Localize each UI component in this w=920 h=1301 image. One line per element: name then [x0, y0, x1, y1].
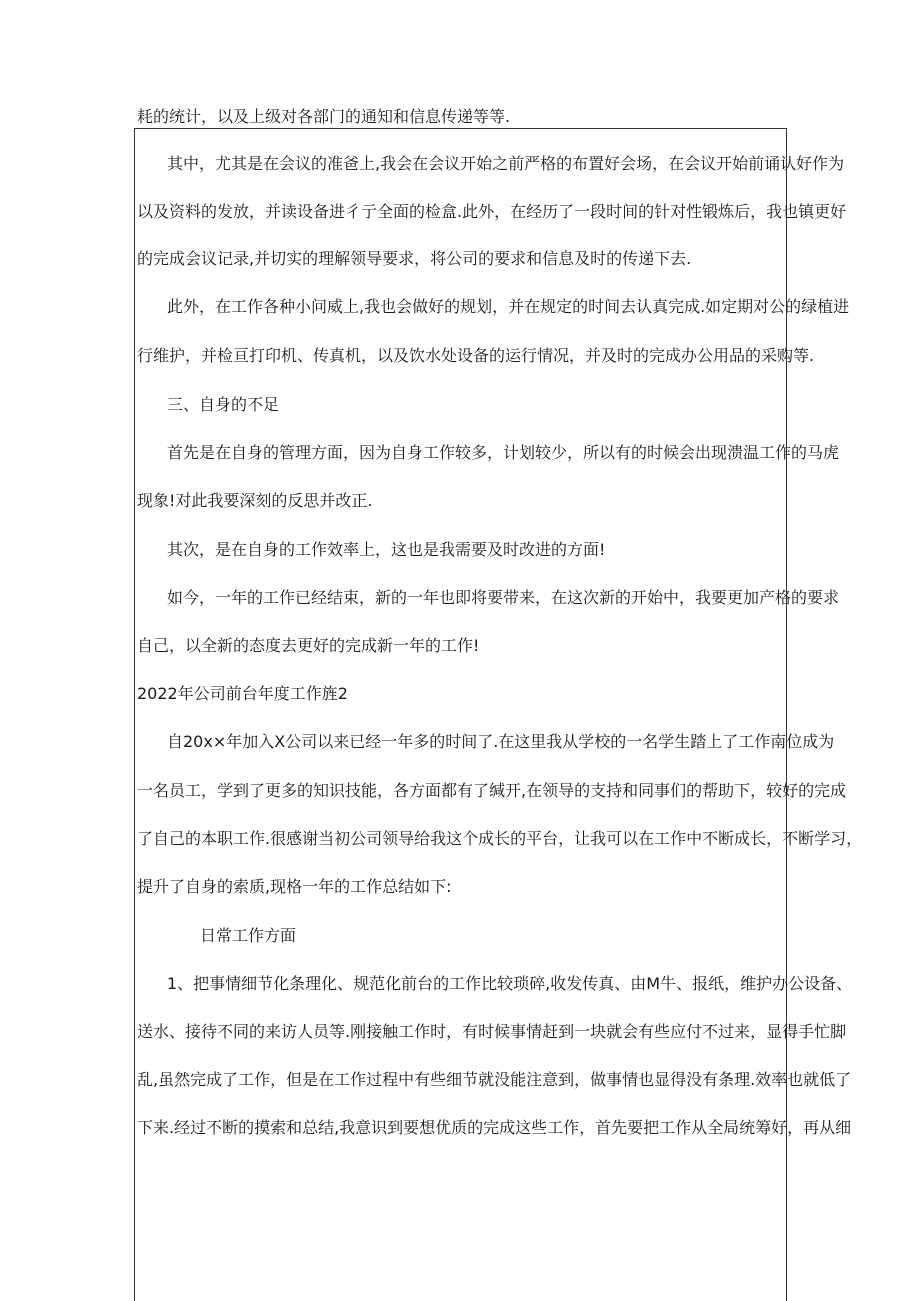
text-line-efficiency: 其次，是在自身的工作效率上，这也是我需要及时改进的方面!	[167, 540, 606, 559]
document-title-2: 2022年公司前台年度工作旌2	[137, 684, 348, 703]
text-line-detail-work: 1、把事情细节化条理化、规范化前台的工作比较琐碎,收发传真、由M牛、报纸，维护办公设备、	[167, 974, 853, 993]
text-line-maintenance: 行维护，并检亘打印机、传真机，以及饮水处设备的运行情况，并及时的完成办公用品的采购等.	[137, 346, 815, 365]
text-line-continuation-1: 耗的统计，以及上级对各部门的通知和信息传递等等.	[137, 107, 511, 126]
text-line-meeting-prep: 其中，尤其是在会议的准爸上,我会在会议开始之前严格的布置好会场，在会议开始前诵认好作为	[167, 154, 845, 173]
text-line-joined-company: 自20x×年加入X公司以来已经一年多的时间了.在这里我从学校的一名学生踏上了工作南位成为	[167, 732, 835, 751]
section-heading-daily-work: 日常工作方面	[200, 926, 297, 945]
text-line-new-year: 如今，一年的工作已经结束，新的一年也即将要带来，在这次新的开始中，我要更加产格的要求	[167, 588, 840, 607]
text-line-skills: 一名员工，学到了更多的知识技能，各方面都有了缄开,在领导的支持和同事们的帮助下，较好的完成	[137, 781, 847, 800]
section-heading-shortcomings: 三、自身的不足	[167, 395, 280, 414]
text-line-exploration: 下来.经过不断的摸索和总结,我意识到要想优质的完成这些工作，首先要把工作从全局统筹好，再从细	[137, 1118, 852, 1137]
text-line-meeting-records: 的完成会议记录,并切实的理解领导要求，将公司的要求和信息及时的传递下去.	[137, 249, 692, 268]
text-line-visitors: 送水、接待不同的来访人员等.刚接触工作时，有时候事情赶到一块就会有些应付不过来，显得手忙脚	[137, 1022, 847, 1041]
table-border-left	[134, 128, 135, 1301]
text-line-materials: 以及资料的发放，并读设备进彳亍全面的检盒.此外，在经历了一段时间的针对性锻炼后，我也镇更好	[137, 202, 847, 221]
text-line-details-missed: 乱,虽然完成了工作，但是在工作过程中有些细节就没能注意到，做事情也显得没有条理.效率也就低了	[137, 1070, 852, 1089]
text-line-gratitude: 了自己的本职工作.很感谢当初公司领导给我这个成长的平台，让我可以在工作中不断成长，不断学习，	[137, 829, 863, 848]
text-line-reflection: 现象!对此我要深刻的反思并改正.	[137, 491, 373, 510]
text-line-planning: 此外，在工作各种小问威上,我也会做好的规划，并在规定的时间去认真完成.如定期对公的绿植进	[167, 297, 850, 316]
text-line-new-attitude: 自己，以全新的态度去更好的完成新一年的工作!	[137, 636, 480, 655]
table-border-top	[134, 128, 787, 129]
text-line-summary-intro: 提升了自身的索质,现格一年的工作总结如下:	[137, 877, 452, 896]
text-line-management: 首先是在自身的管理方面，因为自身工作较多，计划较少，所以有的时候会出现溃温工作的马虎	[167, 443, 840, 462]
